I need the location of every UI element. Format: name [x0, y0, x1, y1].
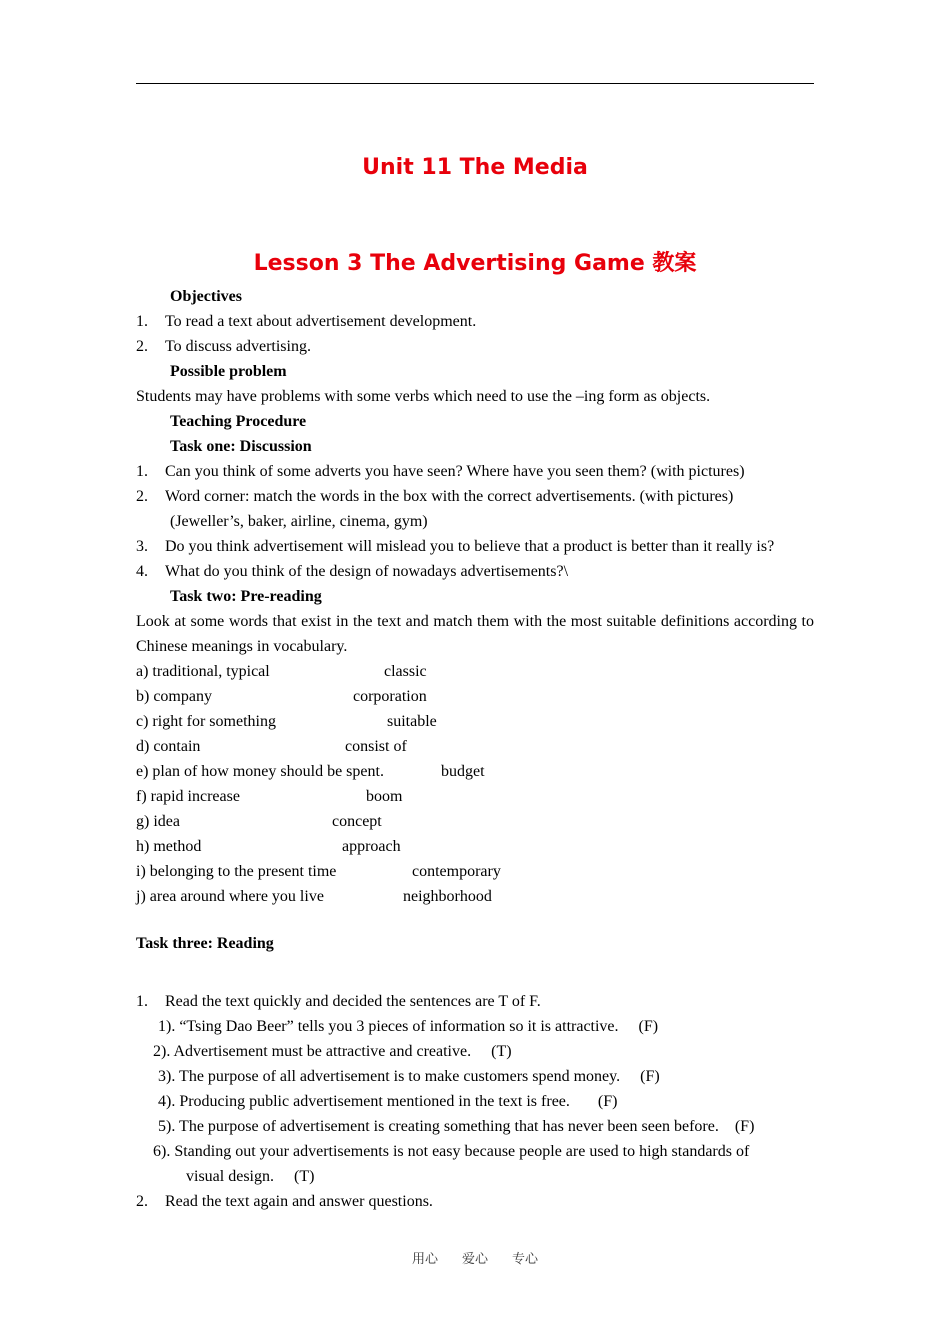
objective-item [136, 309, 814, 334]
vocab-pair [136, 834, 814, 859]
vocab-pair [136, 884, 814, 909]
task3-item [136, 1189, 814, 1214]
vocab-pair [136, 709, 814, 734]
vocab-pair [136, 859, 814, 884]
vocab-word: concept [332, 813, 382, 830]
statement-text: 4). Producing public advertisement mentioned in the text is free. [158, 1093, 570, 1110]
vocab-word: classic [384, 663, 427, 680]
task3-heading: Task three: Reading [136, 935, 274, 952]
tf-statement [136, 1039, 814, 1064]
item-text: To discuss advertising. [165, 338, 311, 355]
procedure-heading: Teaching Procedure [170, 413, 307, 430]
definition: c) right for something [136, 713, 276, 730]
item-number: 1. [136, 463, 148, 480]
header-rule [136, 83, 814, 84]
definition: j) area around where you live [136, 888, 324, 905]
task1-item [136, 534, 814, 559]
task1-item [136, 484, 814, 509]
problem-text: Students may have problems with some verbs which need to use the –ing form as objects. [136, 388, 711, 405]
statement-continuation [153, 1164, 814, 1189]
vocab-pair [136, 734, 814, 759]
statement-text: 5). The purpose of advertisement is creating something that has never been seen before. [158, 1118, 719, 1135]
item-text: Word corner: match the words in the box with the correct advertisements. (with pictures) [165, 488, 734, 505]
task1-item [136, 559, 814, 584]
definition: h) method [136, 838, 202, 855]
vocab-pair [136, 659, 814, 684]
item-text: Read the text quickly and decided the sentences are T of F. [165, 993, 541, 1010]
task1-word-list: (Jeweller’s, baker, airline, cinema, gym) [170, 513, 428, 530]
tf-statement [136, 1139, 814, 1189]
document-body [136, 284, 814, 1214]
item-text: Read the text again and answer questions. [165, 1193, 433, 1210]
continuation-text: visual design. [186, 1168, 274, 1185]
definition: f) rapid increase [136, 788, 240, 805]
vocab-word: consist of [345, 738, 407, 755]
statement-answer: (F) [734, 1118, 755, 1135]
task2-heading: Task two: Pre-reading [170, 588, 322, 605]
item-number: 4. [136, 563, 148, 580]
page-footer [0, 1248, 950, 1267]
lesson-title: Lesson 3 The Advertising Game 教案 [253, 251, 697, 276]
item-text: What do you think of the design of nowadays advertisements?\ [165, 563, 569, 580]
statement-text: 6). Standing out your advertisements is not easy because people are used to high standards of [153, 1143, 750, 1160]
vocab-word: corporation [353, 688, 427, 705]
item-number: 2. [136, 488, 148, 505]
vocab-word: neighborhood [403, 888, 492, 905]
statement-answer: (F) [638, 1018, 659, 1035]
statement-answer: (F) [640, 1068, 660, 1085]
item-number: 1. [136, 993, 148, 1010]
tf-statement [136, 1014, 814, 1039]
problem-heading: Possible problem [170, 363, 287, 380]
vocab-word: suitable [387, 713, 437, 730]
task1-item [136, 459, 814, 484]
definition: i) belonging to the present time [136, 863, 337, 880]
definition: g) idea [136, 813, 180, 830]
vocab-word: approach [342, 838, 401, 855]
statement-text: 1). “Tsing Dao Beer” tells you 3 pieces of information so it is attractive. [158, 1018, 619, 1035]
item-number: 2. [136, 1193, 148, 1210]
definition: b) company [136, 688, 212, 705]
item-number: 2. [136, 338, 148, 355]
page-title: Unit 11 The Media [362, 155, 588, 180]
item-number: 3. [136, 538, 148, 555]
definition: a) traditional, typical [136, 663, 270, 680]
definition: d) contain [136, 738, 201, 755]
task3-item [136, 989, 814, 1014]
tf-statement [136, 1064, 814, 1089]
vocab-pair [136, 784, 814, 809]
task2-intro: Look at some words that exist in the text and match them with the most suitable definitions according to Chinese meanings in vocabulary. [136, 613, 814, 655]
item-text: Do you think advertisement will mislead you to believe that a product is better than it really is? [165, 538, 775, 555]
spacer [136, 909, 814, 931]
tf-statement [136, 1114, 814, 1139]
vocab-word: contemporary [412, 863, 501, 880]
statement-answer: (T) [491, 1043, 512, 1060]
item-text: To read a text about advertisement development. [165, 313, 477, 330]
statement-answer: (T) [294, 1168, 315, 1185]
task1-heading: Task one: Discussion [170, 438, 312, 455]
footer-word: 用心 [411, 1252, 438, 1267]
statement-text: 2). Advertisement must be attractive and creative. [153, 1043, 472, 1060]
footer-word: 爱心 [461, 1252, 488, 1267]
spacer [136, 956, 814, 989]
objectives-heading: Objectives [170, 288, 242, 305]
vocab-pair [136, 759, 814, 784]
vocab-pair [136, 809, 814, 834]
vocab-word: boom [366, 788, 403, 805]
footer-word: 专心 [512, 1252, 539, 1267]
item-number: 1. [136, 313, 148, 330]
statement-answer: (F) [597, 1093, 618, 1110]
objective-item [136, 334, 814, 359]
definition: e) plan of how money should be spent. [136, 763, 384, 780]
vocab-word: budget [441, 763, 485, 780]
statement-text: 3). The purpose of all advertisement is to make customers spend money. [158, 1068, 621, 1085]
vocab-pair [136, 684, 814, 709]
item-text: Can you think of some adverts you have seen? Where have you seen them? (with pictures) [165, 463, 745, 480]
tf-statement [136, 1089, 814, 1114]
